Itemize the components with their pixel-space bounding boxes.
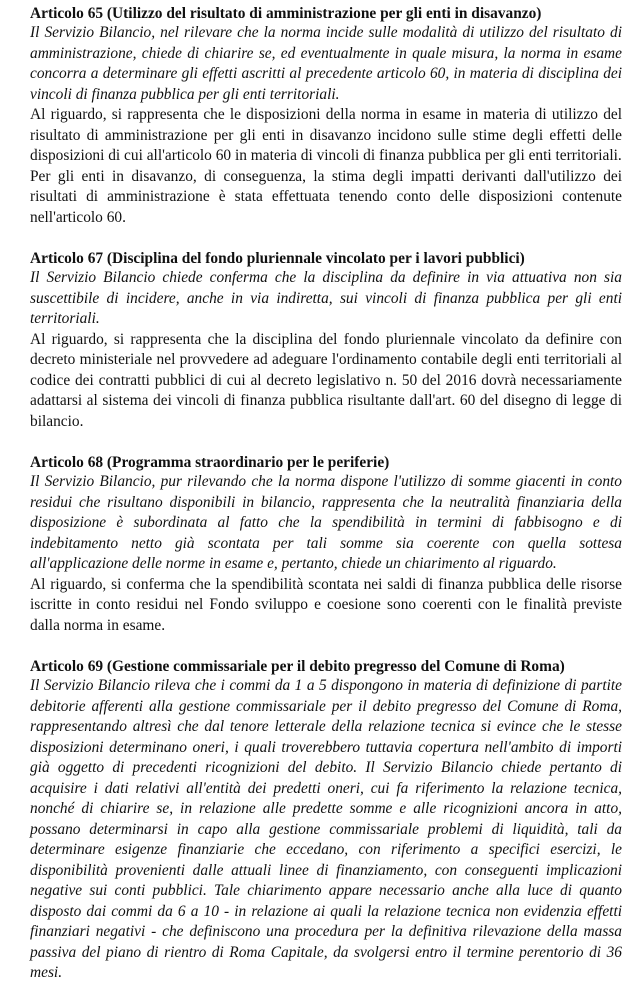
query-paragraph: Il Servizio Bilancio, nel rilevare che la norma incide sulle modalità di utilizzo del risultato di amministrazione, chiede di chiarire se, ed eventualmente in quale misura, la norma in esame concorra a determinare gli effetti ascritti al precedente articolo 60, in materia di disciplina dei vincoli di finanza pubblica per gli enti territoriali. (30, 24, 622, 103)
section-heading: Articolo 67 (Disciplina del fondo pluriennale vincolato per i lavori pubblici) (30, 250, 525, 267)
section-heading: Articolo 68 (Programma straordinario per le periferie) (30, 454, 390, 471)
query-paragraph: Il Servizio Bilancio chiede conferma che la disciplina da definire in via attuativa non sia suscettibile di incidere, anche in via indiretta, sui vincoli di finanza pubblica per gli enti territoriali. (30, 269, 622, 327)
response-paragraph: Per gli enti in disavanzo, di conseguenza, la stima degli impatti derivanti dall'utilizzo dei risultati di amministrazione è stata effettuata tenendo conto delle disposizioni contenute nell'articolo 60. (30, 167, 622, 226)
section-spacer (30, 228, 622, 249)
section-heading: Articolo 69 (Gestione commissariale per il debito pregresso del Comune di Roma) (30, 658, 565, 675)
response-paragraph: Al riguardo, si conferma che la spendibilità scontata nei saldi di finanza pubblica delle risorse iscritte in conto residui nel Fondo sviluppo e coesione sono coerenti con le finalità previste dalla norma in esame. (30, 575, 622, 634)
section-spacer (30, 636, 622, 657)
document-page (30, 4, 622, 984)
section-articolo-65 (30, 4, 622, 228)
query-paragraph: Il Servizio Bilancio rileva che i commi da 1 a 5 dispongono in materia di definizione di partite debitorie afferenti alla gestione commissariale per il debito pregresso del Comune di Roma, rappresentando altresì che dal tenore letterale della relazione tecnica si evince che le stesse disposizioni determinano oneri, i quali troverebbero tuttavia copertura nell'ambito di importi già oggetto di precedenti ricognizioni del debito. Il Servizio Bilancio chiede pertanto di acquisire i dati relativi all'entità dei predetti oneri, cui fa riferimento la relazione tecnica, nonché di chiarire se, in relazione alle predette somme e alle ricognizioni ancora in atto, possano determinarsi in capo alla gestione commissariale problemi di liquidità, tali da determinare esigenze finanziarie che eccedano, con riferimento a specifici esercizi, le disponibilità provenienti dalle attuali linee di finanziamento, con conseguenti implicazioni negative sui conti pubblici. Tale chiarimento appare necessario anche alla luce di quanto disposto dai commi da 6 a 10 - in relazione ai quali la relazione tecnica non evidenzia effetti finanziari negativi - che definiscono una procedura per la definitiva rilevazione della massa passiva del piano di rientro di Roma Capitale, da svolgersi entro il termine perentorio di 36 mesi. (30, 677, 622, 981)
section-articolo-69 (30, 657, 622, 984)
response-paragraph: Al riguardo, si rappresenta che la disciplina del fondo pluriennale vincolato da definire con decreto ministeriale nel provvedere ad adeguare l'ordinamento contabile degli enti territoriali al codice dei contratti pubblici di cui al decreto legislativo n. 50 del 2016 dovrà necessariamente adattarsi al sistema dei vincoli di finanza pubblica risultante dall'art. 60 del disegno di legge di bilancio. (30, 330, 622, 430)
section-spacer (30, 432, 622, 453)
section-articolo-68 (30, 453, 622, 636)
section-heading: Articolo 65 (Utilizzo del risultato di amministrazione per gli enti in disavanzo) (30, 5, 542, 22)
response-paragraph: Al riguardo, si rappresenta che le disposizioni della norma in esame in materia di utilizzo del risultato di amministrazione per gli enti in disavanzo incidono sulle stime degli effetti delle disposizioni di cui all'articolo 60 in materia di vincoli di finanza pubblica per gli enti territoriali. (30, 106, 622, 164)
section-articolo-67 (30, 249, 622, 432)
query-paragraph: Il Servizio Bilancio, pur rilevando che la norma dispone l'utilizzo di somme giacenti in conto residui che risultano disponibili in bilancio, rappresenta che la neutralità finanziaria della disposizione è subordinata al fatto che la spendibilità in termini di fabbisogno e di indebitamento netto già scontata per tali somme sia coerente con quella sottesa all'applicazione delle norme in esame e, pertanto, chiede un chiarimento al riguardo. (30, 473, 622, 572)
